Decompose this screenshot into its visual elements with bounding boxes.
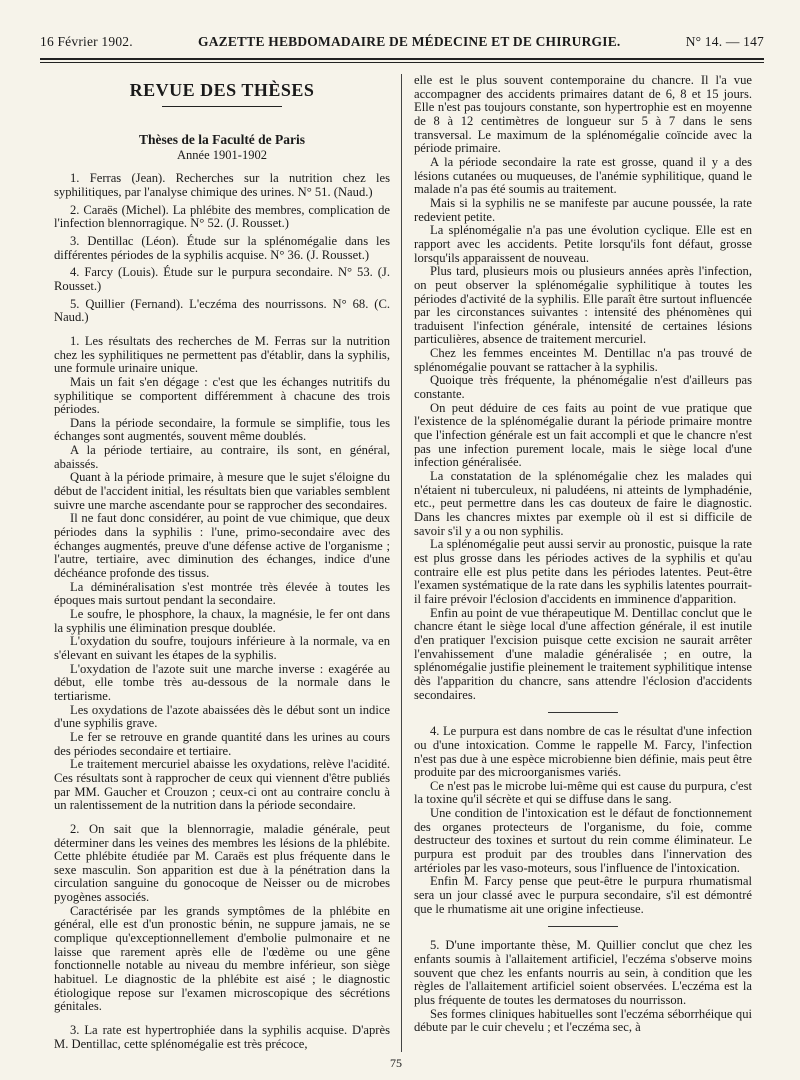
body-paragraph: L'oxydation de l'azote suit une marche inverse : exagérée au début, elle tombe très au-dessous de la normale dans le tertiarisme.: [54, 661, 390, 703]
faculty-heading: Thèses de la Faculté de Paris: [138, 132, 306, 147]
body-paragraph: 5. D'une importante thèse, M. Quillier conclut que chez les enfants soumis à l'allaitement artificiel, l'eczéma s'observe moins souvent que chez les enfants nourris au sein, à condition que les règles de l'allaitement artificiel soient observées. L'eczéma est la plus fréquente de toutes les dermatoses du nourrisson.: [414, 938, 752, 1007]
body-paragraph: Les oxydations de l'azote abaissées dès le début sont un indice d'une syphilis grave.: [54, 702, 390, 731]
academic-year: Année 1901-1902: [177, 147, 267, 162]
section-title: REVUE DES THÈSES: [129, 80, 315, 100]
thesis-entry: 3. Dentillac (Léon). Étude sur la splénomégalie dans les différentes périodes de la syphilis acquise. N° 36. (J. Rousset.): [54, 233, 390, 262]
body-paragraph: Il ne faut donc considérer, au point de vue chimique, que deux périodes dans la syphilis : l'une, primo-secondaire avec des échanges augmentés, preuve d'une défense active de l'organisme ; l'autre, tertiaire, avec diminution des échanges, indice d'une déchéance profonde des tissus.: [54, 511, 390, 581]
body-paragraph: Quant à la période primaire, à mesure que le sujet s'éloigne du début de l'accident initial, les résultats bien que variables semblent suivre une marche ascendante pour se rapprocher des secondaires.: [54, 470, 390, 512]
body-paragraph: elle est le plus souvent contemporaine du chancre. Il l'a vue accompagner des accidents primaires datant de 6, 8 et 15 jours. Elle n'est pas toujours constante, son hypertrophie est en moyenne de 8 à 12 centimètres de longueur sur 5 à 7 dans le sens transversal. Le maximum de la splénomégalie coïncide avec la période primaire.: [414, 73, 752, 156]
column-divider: [401, 74, 402, 1052]
thesis-entry: 1. Ferras (Jean). Recherches sur la nutrition chez les syphilitiques, par l'analyse chimique des urines. N° 51. (Naud.): [54, 171, 390, 199]
header-rule: [40, 58, 764, 60]
folio-number: 75: [390, 1056, 402, 1070]
body-paragraph: 3. La rate est hypertrophiée dans la syphilis acquise. D'après M. Dentillac, cette splénomégalie est très précoce,: [54, 1023, 390, 1051]
left-column: [54, 74, 390, 1051]
body-paragraph: Une condition de l'intoxication est le défaut de fonctionnement des organes protecteurs de l'organisme, du foie, comme destructeur des toxines et surtout du rein comme éliminateur. Le purpura est produit par des troubles dans l'innervation des artérioles par les vaso-moteurs, sous l'influence de l'intoxication.: [414, 806, 752, 875]
header-page-number: N° 14. — 147: [685, 34, 764, 49]
body-paragraph: Enfin M. Farcy pense que peut-être le purpura rhumatismal sera un jour classé avec le purpura secondaire, s'il est démontré que le rhumatisme ait une origine infectieuse.: [414, 874, 752, 916]
body-paragraph: L'oxydation du soufre, toujours inférieure à la normale, va en s'élevant en suivant les étapes de la syphilis.: [54, 634, 390, 662]
body-paragraph: Le soufre, le phosphore, la chaux, la magnésie, le fer ont dans la syphilis une élimination presque doublée.: [54, 607, 390, 635]
body-paragraph: Le fer se retrouve en grande quantité dans les urines au cours des périodes secondaire et tertiaire.: [54, 729, 390, 758]
header-rule-thin: [40, 62, 764, 63]
body-paragraph: La splénomégalie n'a pas une évolution cyclique. Elle est en rapport avec les accidents. Petite lorsqu'ils font défaut, grosse lorsqu'ils apparaissent de nouveau.: [414, 223, 752, 265]
running-header: [40, 34, 764, 56]
body-paragraph: Dans la période secondaire, la formule se simplifie, tous les échanges sont augmentés, souvent même doublés.: [54, 415, 390, 444]
body-paragraph: La splénomégalie peut aussi servir au pronostic, puisque la rate est plus grosse dans les périodes actives de la syphilis et qu'au contraire elle est plus petite dans les périodes latentes. Peut-être l'examen systématique de la rate dans les syphilis latentes pourrait-il faire prévoir l'éclosion d'accidents en imminence d'apparition.: [414, 537, 752, 606]
body-paragraph: Plus tard, plusieurs mois ou plusieurs années après l'infection, on peut observer la splénomégalie syphilitique à toutes les périodes d'activité de la syphilis. Elle paraît être surtout influencée par les circonstances suivantes : intensité des phénomènes qui traduisent l'infection générale, intensité de certaines lésions particulières, absence de traitement mercuriel.: [414, 264, 752, 347]
body-paragraph: A la période secondaire la rate est grosse, quand il y a des lésions cutanées ou muqueuses, de l'anémie syphilitique, quand le malade n'a pas été soumis au traitement.: [414, 154, 752, 197]
section-separator: [548, 712, 618, 713]
body-paragraph: Mais si la syphilis ne se manifeste par aucune poussée, la rate redevient petite.: [414, 195, 752, 224]
section-separator: [548, 926, 618, 927]
thesis-entry: 5. Quillier (Fernand). L'eczéma des nourrissons. N° 68. (C. Naud.): [54, 296, 390, 325]
body-paragraph: La déminéralisation s'est montrée très élevée à toutes les époques mais surtout pendant la secondaire.: [54, 579, 390, 608]
body-paragraph: 1. Les résultats des recherches de M. Ferras sur la nutrition chez les syphilitiques ne permettent pas d'établir, dans la syphilis, une formule urinaire unique.: [54, 333, 390, 376]
header-date: 16 Février 1902.: [40, 34, 133, 49]
body-paragraph: Ses formes cliniques habituelles sont l'eczéma séborrhéique qui débute par le cuir chevelu ; et l'eczéma sec, à: [414, 1006, 752, 1035]
header-journal-title: GAZETTE HEBDOMADAIRE DE MÉDECINE ET DE CHIRURGIE.: [198, 34, 621, 49]
body-paragraph: La constatation de la splénomégalie chez les malades qui n'étaient ni tuberculeux, ni paludéens, ni atteints de lymphadénie, etc., peut permettre dans les cas douteux de faire le diagnostic. Dans les chancres mixtes par exemple où il est si difficile de savoir s'il y a ou non syphilis.: [414, 469, 752, 538]
body-paragraph: Caractérisée par les grands symptômes de la phlébite en général, elle est d'un pronostic bénin, ne suppure jamais, ne se complique qu'exceptionnellement d'embolie pulmonaire et ne laisse que rarement après elle de l'œdème ou une gêne fonctionnelle notable au niveau du membre inférieur, son siège habituel. Le diagnostic de la phlébite est aisé ; le diagnostic étiologique repose sur l'examen microscopique des sécrétions génitales.: [54, 903, 390, 1014]
body-paragraph: On peut déduire de ces faits au point de vue pratique que l'existence de la splénomégalie durant la période primaire montre que l'infection générale est un fait accompli et que le chancre n'est pas une infection purement locale, mais le siège local d'une infection généralisée.: [414, 400, 752, 470]
body-paragraph: Ce n'est pas le microbe lui-même qui est cause du purpura, c'est la toxine qu'il sécrète et qui se diffuse dans le sang.: [414, 778, 752, 807]
body-paragraph: Enfin au point de vue thérapeutique M. Dentillac conclut que le chancre étant le siège local d'une affection générale, il est inutile d'en pratiquer l'excision puisque cette excision ne saurait arrêter l'envahissement d'une maladie généralisée ; en outre, la splénomégalie justifie pleinement le traitement syphilitique intense dès l'apparition du chancre, sans attendre l'éclosion d'accidents secondaires.: [414, 605, 752, 702]
body-paragraph: Le traitement mercuriel abaisse les oxydations, relève l'acidité. Ces résultats sont à rapprocher de ceux qui viennent d'être publiés par MM. Gaucher et Crouzon ; ceux-ci ont au contraire conclu à un ralentissement de la nutrition dans la période secondaire.: [54, 757, 390, 813]
body-paragraph: Chez les femmes enceintes M. Dentillac n'a pas trouvé de splénomégalie pouvant se rattacher à la syphilis.: [414, 346, 752, 374]
body-paragraph: 4. Le purpura est dans nombre de cas le résultat d'une infection ou d'une intoxication. Comme le rappelle M. Farcy, l'infection n'est pas due à une espèce microbienne bien définie, mais peut être produite par des microorganismes variés.: [414, 724, 752, 780]
body-paragraph: Mais un fait s'en dégage : c'est que les échanges nutritifs du syphilitique se comportent différemment à chacune des trois périodes.: [54, 374, 390, 417]
body-paragraph: Quoique très fréquente, la phénomégalie n'est d'ailleurs pas constante.: [414, 373, 752, 402]
right-column: [414, 74, 752, 1035]
thesis-entry: 2. Caraës (Michel). La phlébite des membres, complication de l'infection blennorragique. N° 52. (J. Rousset.): [54, 202, 390, 231]
body-paragraph: A la période tertiaire, au contraire, ils sont, en général, abaissés.: [54, 443, 390, 471]
body-paragraph: 2. On sait que la blennorragie, maladie générale, peut déterminer dans les veines des membres les lésions de la phlébite. Cette phlébite étudiée par M. Caraës est plus fréquente dans le sexe masculin. Son apparition est due à la pénétration dans la circulation sanguine du gonocoque de Neisser ou de microbes pyogènes associés.: [54, 821, 390, 905]
section-title-rule: [162, 106, 282, 107]
thesis-entry: 4. Farcy (Louis). Étude sur le purpura secondaire. N° 53. (J. Rousset.): [54, 265, 390, 293]
